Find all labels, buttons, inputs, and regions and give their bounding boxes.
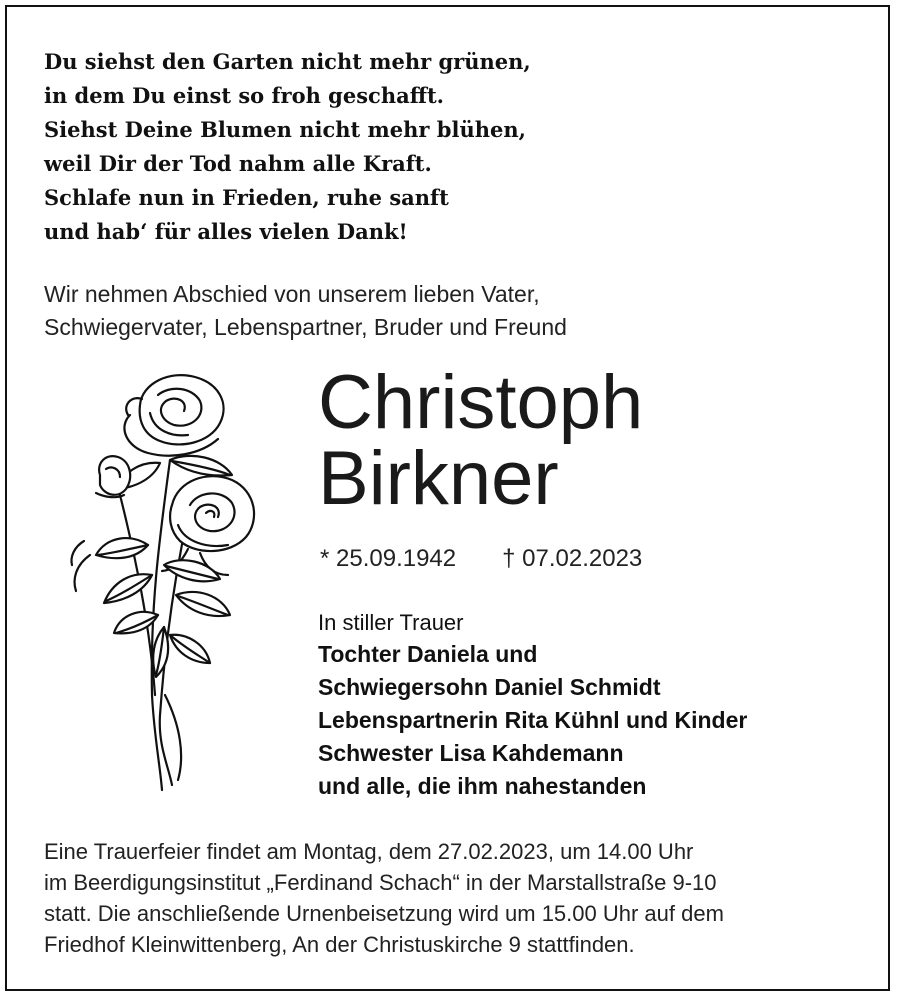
poem-line: Schlafe nun in Frieden, ruhe sanft [44, 185, 449, 210]
poem-line: und hab‘ für alles vielen Dank! [44, 219, 408, 244]
intro-line: Wir nehmen Abschied von unserem lieben Vater, [44, 281, 540, 307]
mourner-line: und alle, die ihm nahestanden [318, 773, 647, 799]
mourner-line: Schwester Lisa Kahdemann [318, 740, 624, 766]
mourner-line: Schwiegersohn Daniel Schmidt [318, 674, 661, 700]
ceremony-line: statt. Die anschließende Urnenbeisetzung wird um 15.00 Uhr auf dem [44, 901, 724, 926]
mourners-block [318, 608, 747, 803]
ceremony-line: im Beerdigungsinstitut „Ferdinand Schach“ in der Marstallstraße 9-10 [44, 870, 717, 895]
mourner-line: Tochter Daniela und [318, 641, 538, 667]
roses-icon [60, 365, 270, 800]
poem-line: weil Dir der Tod nahm alle Kraft. [44, 151, 432, 176]
poem-line: Siehst Deine Blumen nicht mehr blühen, [44, 117, 526, 142]
death-date: † 07.02.2023 [502, 545, 643, 572]
birth-date: * 25.09.1942 [320, 545, 457, 572]
ceremony-line: Eine Trauerfeier findet am Montag, dem 27.02.2023, um 14.00 Uhr [44, 839, 694, 864]
intro-line: Schwiegervater, Lebenspartner, Bruder und Freund [44, 314, 567, 340]
mourning-lead: In stiller Trauer [318, 610, 464, 635]
life-dates [320, 545, 642, 573]
ceremony-info [44, 836, 724, 960]
poem [44, 45, 531, 249]
mourner-line: Lebenspartnerin Rita Kühnl und Kinder [318, 707, 748, 733]
last-name: Birkner [318, 436, 559, 521]
poem-line: in dem Du einst so froh geschafft. [44, 83, 444, 108]
intro-text [44, 278, 567, 344]
first-name: Christoph [318, 360, 644, 445]
deceased-name [318, 360, 644, 521]
poem-line: Du siehst den Garten nicht mehr grünen, [44, 49, 531, 74]
ceremony-line: Friedhof Kleinwittenberg, An der Christuskirche 9 stattfinden. [44, 932, 635, 957]
